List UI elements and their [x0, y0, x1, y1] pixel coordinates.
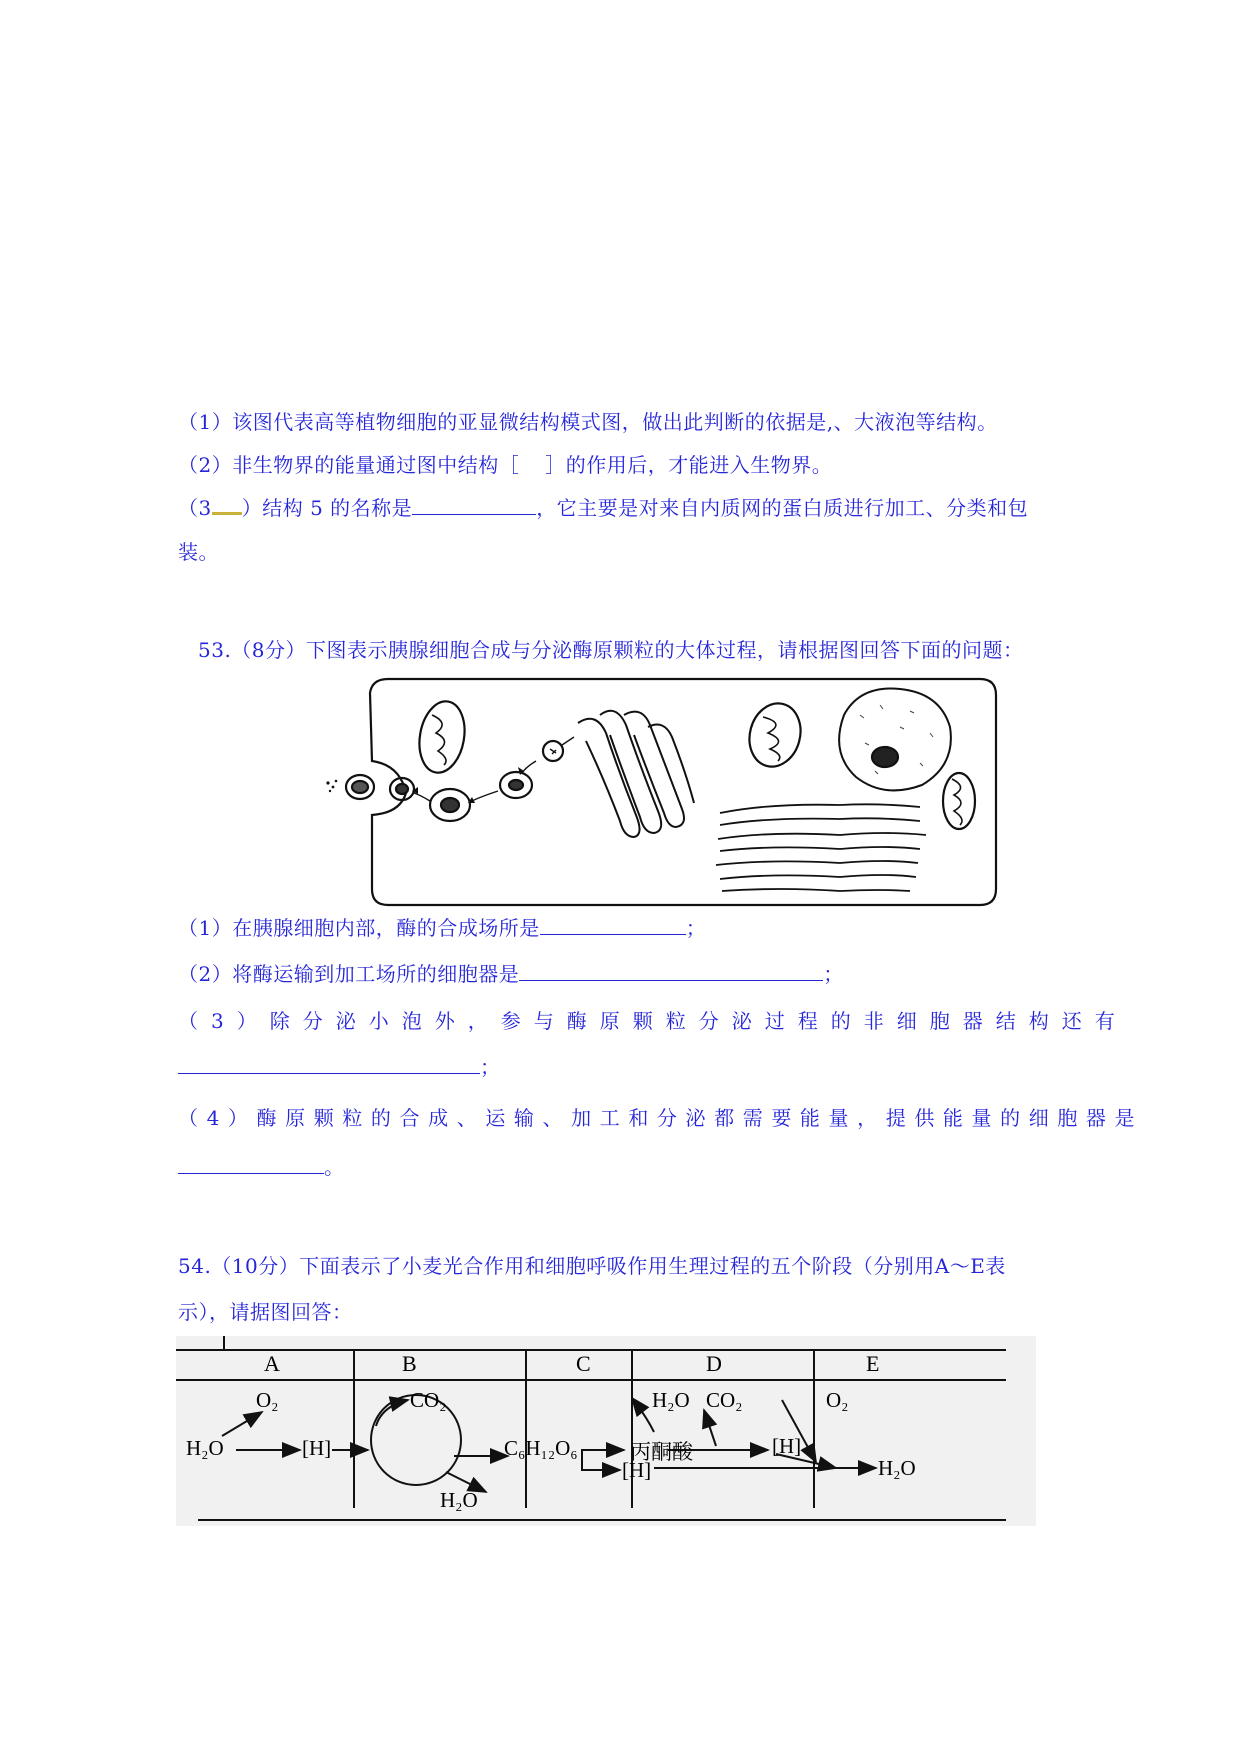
q53-part-3-end: ； [480, 1055, 501, 1079]
q53-part-3: （3）除分泌小泡外，参与酶原颗粒分泌过程的非细胞器结构还有 [178, 1009, 1128, 1033]
q53-part-4-answer [178, 1151, 345, 1180]
q52-line-3-end: ，它主要是对来自内质网的蛋白质进行加工、分类和包 [536, 496, 1029, 520]
mitochondrion-1 [414, 698, 470, 777]
q53-part-4: （4）酶原颗粒的合成、运输、加工和分泌都需要能量，提供能量的细胞器是 [178, 1106, 1144, 1130]
q53-part-1-text: （1）在胰腺细胞内部，酶的合成场所是 [178, 916, 540, 940]
vesicle-1 [543, 741, 563, 761]
q54-header-line-2: 示），请据图回答： [178, 1300, 353, 1324]
q52-line-3-start: （3 [178, 496, 212, 520]
q52-highlight-mark [212, 500, 242, 515]
label-h-d: [H] [772, 1434, 802, 1458]
q52-line-4: 装。 [178, 540, 219, 564]
stage-label-d: D [706, 1351, 722, 1376]
label-h2o-b: H₂O [440, 1488, 478, 1512]
golgi-apparatus [578, 711, 694, 837]
label-h2o-d: H₂O [652, 1388, 690, 1412]
q53-part-4-end: 。 [324, 1155, 345, 1179]
q53-answer-blank-1[interactable] [540, 914, 686, 935]
q53-answer-blank-2[interactable] [519, 960, 823, 981]
stage-label-a: A [264, 1351, 280, 1376]
q53-header: 53.（8分）下图表示胰腺细胞合成与分泌酶原颗粒的大体过程，请根据图回答下面的问题： [198, 638, 1024, 662]
mitochondrion-2 [743, 698, 808, 773]
q53-part-1 [178, 912, 706, 941]
q52-line-2 [178, 449, 832, 478]
mitochondrion-3 [943, 773, 975, 829]
label-h2o-a: H₂O [186, 1436, 224, 1460]
q53-part-2-text: （2）将酶运输到加工场所的细胞器是 [178, 962, 520, 986]
q54-stage-diagram [176, 1336, 1036, 1526]
vesicle-2 [500, 772, 532, 798]
vesicle-4 [346, 775, 374, 799]
label-h-a: [H] [302, 1436, 332, 1460]
label-pyruvate: 丙酮酸 [630, 1440, 693, 1464]
q52-line-1: （1）该图代表高等植物细胞的亚显微结构模式图，做出此判断的依据是,、大液泡等结构。 [178, 410, 998, 434]
q52-answer-blank-5[interactable] [412, 494, 536, 515]
rough-er [716, 804, 926, 891]
stage-label-c: C [576, 1351, 591, 1376]
q53-part-2-end: ； [823, 962, 844, 986]
q52-line-3-mid: ）结构 5 的名称是 [241, 496, 413, 520]
q53-part-3-answer [178, 1051, 501, 1080]
q53-part-2 [178, 958, 844, 987]
vesicle-3 [430, 789, 470, 821]
label-o2-a: O₂ [256, 1388, 279, 1412]
stage-label-e: E [866, 1351, 880, 1376]
q52-line-2-start: （2）非生物界的能量通过图中结构［ [178, 453, 520, 477]
q53-answer-blank-4[interactable] [178, 1153, 324, 1174]
q53-answer-blank-3[interactable] [178, 1053, 480, 1074]
stage-label-b: B [402, 1351, 417, 1376]
label-h-c: [H] [622, 1458, 652, 1482]
nucleus [839, 689, 951, 791]
label-glucose: C₆H₁₂O₆ [504, 1436, 578, 1460]
cell-membrane [370, 679, 996, 905]
q52-line-2-end: ］的作用后，才能进入生物界。 [545, 453, 833, 477]
label-o2-e: O₂ [826, 1388, 849, 1412]
q54-header-line-1: 54.（10分）下面表示了小麦光合作用和细胞呼吸作用生理过程的五个阶段（分别用A～E表 [178, 1254, 1006, 1278]
label-h2o-e: H₂O [878, 1456, 916, 1480]
label-co2-b: CO₂ [410, 1388, 447, 1412]
label-co2-d: CO₂ [706, 1388, 743, 1412]
pancreas-cell-figure [320, 675, 1010, 915]
q53-part-1-end: ； [685, 916, 707, 940]
q52-line-3 [178, 492, 1028, 521]
